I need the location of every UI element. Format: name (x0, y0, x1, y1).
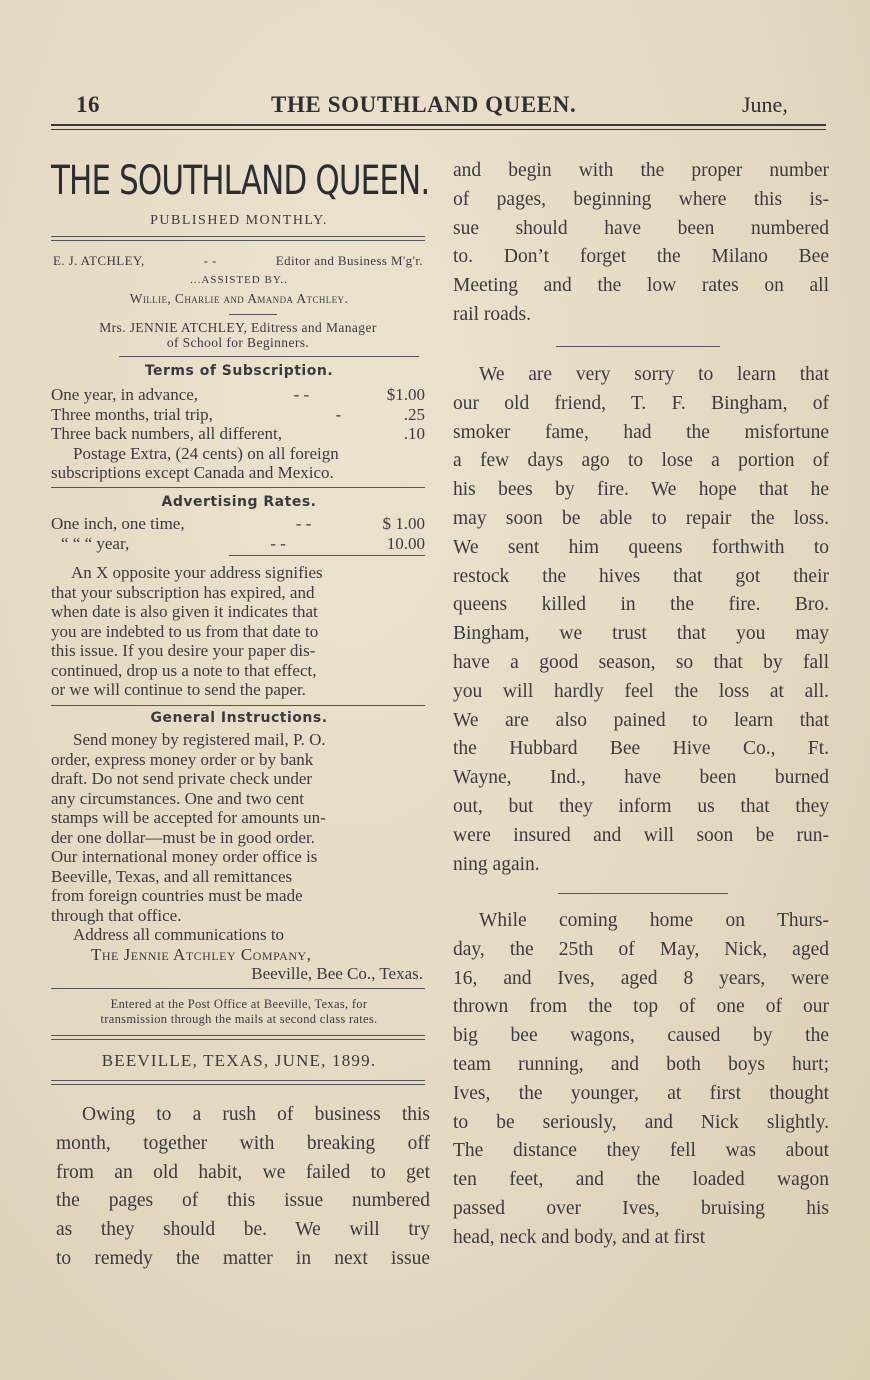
ad-price: 10.00 (386, 533, 425, 553)
para-line: Ives, the younger, at first thought (453, 1082, 829, 1104)
rate-dashes: - - (293, 385, 310, 404)
entry-line-2: transmission through the mails at second class rates. (100, 1012, 378, 1026)
ad-price: $ 1.00 (382, 514, 425, 533)
para-line: our old friend, T. F. Bingham, of (453, 392, 829, 414)
header-rule-thin (51, 129, 826, 130)
instruction-line: from foreign countries must be made (51, 886, 303, 905)
article-line (56, 1159, 430, 1188)
header-rule-thick (51, 124, 826, 126)
subscription-heading: Terms of Subscription. (144, 363, 334, 379)
running-title: THE SOUTHLAND QUEEN. (271, 92, 577, 117)
para-line: smoker fame, had the misfortune (453, 421, 829, 443)
instruction-line: stamps will be accepted for amounts un- (51, 808, 326, 827)
dateline-rule-2 (51, 1039, 425, 1040)
rate-dashes: - (335, 404, 342, 424)
article-text: as they should be. We will try (56, 1219, 430, 1241)
article-text: Owing to a rush of business this (82, 1104, 430, 1125)
editor-role: Editor and Business M'g'r. (275, 253, 423, 268)
editress-line-2: of School for Beginners. (166, 335, 310, 350)
para-line: to. Don’t forget the Milano Bee (453, 246, 829, 268)
notice-line: that your subscription has expired, and (51, 582, 315, 602)
para-line: While coming home on Thurs- (479, 910, 829, 931)
dateline-rule-3 (51, 1080, 425, 1081)
article-line (56, 1245, 430, 1274)
article-text: the pages of this issue numbered (56, 1190, 430, 1212)
para-line: We are very sorry to learn that (479, 364, 829, 385)
article-text: month, together with breaking off (56, 1132, 430, 1154)
ad-dashes: - - (295, 514, 312, 533)
editor-dashes: - - (203, 253, 217, 268)
right-para-2 (453, 361, 829, 879)
company-address: Beeville, Bee Co., Texas. (251, 964, 423, 983)
para-line: thrown from the top of one of our (453, 996, 829, 1018)
instructions-body (51, 730, 425, 984)
rate-label: Three months, trial trip, (51, 404, 213, 424)
para-line: and begin with the proper number (453, 160, 829, 181)
para-line: queens killed in the fire. Bro. (453, 594, 829, 616)
para-line: The distance they fell was about (453, 1140, 829, 1162)
dateline: BEEVILLE, TEXAS, JUNE, 1899. (101, 1051, 377, 1070)
masthead-rule-2 (51, 240, 425, 241)
rate-price: $1.00 (386, 385, 425, 404)
editor-name: E. J. ATCHLEY, (53, 253, 145, 268)
instruction-line: Beeville, Texas, and all remittances (51, 866, 293, 886)
subscription-rule (119, 356, 419, 357)
para-line: rail roads. (453, 303, 531, 325)
advertising-rates (51, 514, 425, 553)
notice-line: you are indebted to us from that date to (51, 621, 319, 641)
para-line: out, but they inform us that they (453, 795, 829, 817)
entry-rule (51, 988, 425, 989)
instruction-line: draft. Do not send private check under (51, 769, 313, 788)
para-line: head, neck and body, and at first (453, 1226, 706, 1248)
article-line (56, 1101, 430, 1130)
para-line: you will hardly feel the loss at all. (453, 680, 829, 702)
article-line (56, 1216, 430, 1245)
para-line: restock the hives that got their (453, 565, 829, 587)
para-line: to be seriously, and Nick slightly. (453, 1111, 829, 1133)
para-line: We are also pained to learn that (453, 709, 829, 731)
para-line: Wayne, Ind., have been burned (453, 767, 829, 789)
instruction-line: der one dollar—must be in good order. (51, 827, 315, 847)
short-rule (229, 314, 277, 315)
rate-price: .10 (403, 424, 425, 443)
para-line: were insured and will soon be run- (453, 824, 829, 846)
notice-line: An X opposite your address signifies (71, 563, 323, 582)
ad-rate-row (51, 514, 425, 534)
assistants: Willie, Charlie and Amanda Atchley. (129, 291, 349, 306)
dateline-rule-1 (51, 1035, 425, 1036)
para-line: of pages, beginning where this is- (453, 188, 829, 210)
left-article (56, 1101, 430, 1274)
article-text: to remedy the matter in next issue (56, 1247, 430, 1269)
rate-row (51, 424, 425, 444)
para-line: We sent him queens forthwith to (453, 536, 829, 558)
assisted-by: ...ASSISTED BY.. (190, 274, 288, 286)
para-line: passed over Ives, bruising his (453, 1197, 829, 1219)
company-name: The Jennie Atchley Company, (91, 944, 312, 964)
section-divider-1 (556, 346, 720, 347)
instruction-line: Address all communications to (73, 925, 285, 944)
para-line: sue should have been numbered (453, 217, 829, 239)
postage-note-2: subscriptions except Canada and Mexico. (51, 463, 334, 482)
advertising-rule (51, 487, 425, 488)
instruction-line: Our international money order office is (51, 847, 318, 866)
ad-label: One inch, one time, (51, 514, 185, 533)
para-line: the Hubbard Bee Hive Co., Ft. (453, 738, 829, 760)
para-line: Meeting and the low rates on all (453, 275, 829, 297)
para-line: his bees by fire. We hope that he (453, 479, 829, 501)
editress-block (53, 320, 423, 350)
rate-row (51, 405, 425, 425)
para-line: big bee wagons, caused by the (453, 1025, 829, 1047)
para-line: ten feet, and the loaded wagon (453, 1169, 829, 1191)
entry-line-1: Entered at the Post Office at Beeville, Texas, for (110, 997, 368, 1011)
section-divider-2 (558, 893, 728, 894)
dateline-rule-4 (51, 1084, 425, 1085)
ad-total-rule (229, 555, 425, 556)
instructions-rule (51, 705, 425, 706)
ad-label: “ “ “ year, (61, 533, 130, 553)
rate-row (51, 385, 425, 405)
ad-dashes: - - (270, 533, 286, 553)
notice-line: this issue. If you desire your paper dis- (51, 641, 316, 660)
para-line: ning again. (453, 853, 540, 875)
editor-line (53, 252, 423, 270)
notice-line: when date is also given it indicates that (51, 602, 318, 621)
para-line: 16, and Ives, aged 8 years, were (453, 967, 829, 989)
entry-note (51, 997, 427, 1027)
masthead-rule-1 (51, 236, 425, 237)
para-line: team running, and both boys hurt; (453, 1053, 829, 1075)
notice-line: continued, drop us a note to that effect, (51, 660, 317, 680)
right-para-3 (453, 907, 829, 1253)
article-text: from an old habit, we failed to get (56, 1161, 430, 1183)
right-para-1 (453, 157, 829, 330)
advertising-heading: Advertising Rates. (161, 494, 317, 510)
article-line (56, 1130, 430, 1159)
header-month: June, (742, 92, 788, 117)
rate-label: One year, in advance, (51, 385, 199, 404)
masthead-title: THE SOUTHLAND QUEEN. (51, 158, 430, 204)
postage-note-1: Postage Extra, (24 cents) on all foreign (73, 443, 339, 463)
article-line (56, 1187, 430, 1216)
notice-line: or we will continue to send the paper. (51, 680, 306, 699)
para-line: a few days ago to lose a portion of (453, 450, 829, 472)
rate-label: Three back numbers, all different, (51, 424, 282, 443)
instructions-heading: General Instructions. (150, 710, 328, 726)
subscription-rates (51, 385, 425, 483)
instruction-line: Send money by registered mail, P. O. (73, 730, 326, 749)
para-line: Bingham, we trust that you may (453, 623, 829, 645)
editress-line-1: Mrs. JENNIE ATCHLEY, Editress and Manager (99, 320, 377, 335)
page-number: 16 (76, 92, 100, 117)
masthead-subtitle: PUBLISHED MONTHLY. (150, 213, 328, 228)
para-line: day, the 25th of May, Nick, aged (453, 938, 829, 960)
para-line: may soon be able to repair the loss. (453, 507, 829, 529)
instruction-line: through that office. (51, 905, 182, 925)
para-line: have a good season, so that by fall (453, 651, 829, 673)
rate-price: .25 (403, 404, 425, 424)
instruction-line: order, express money order or by bank (51, 749, 314, 769)
instruction-line: any circumstances. One and two cent (51, 788, 305, 808)
subscription-notice (51, 563, 425, 700)
ad-rate-row (51, 534, 425, 554)
